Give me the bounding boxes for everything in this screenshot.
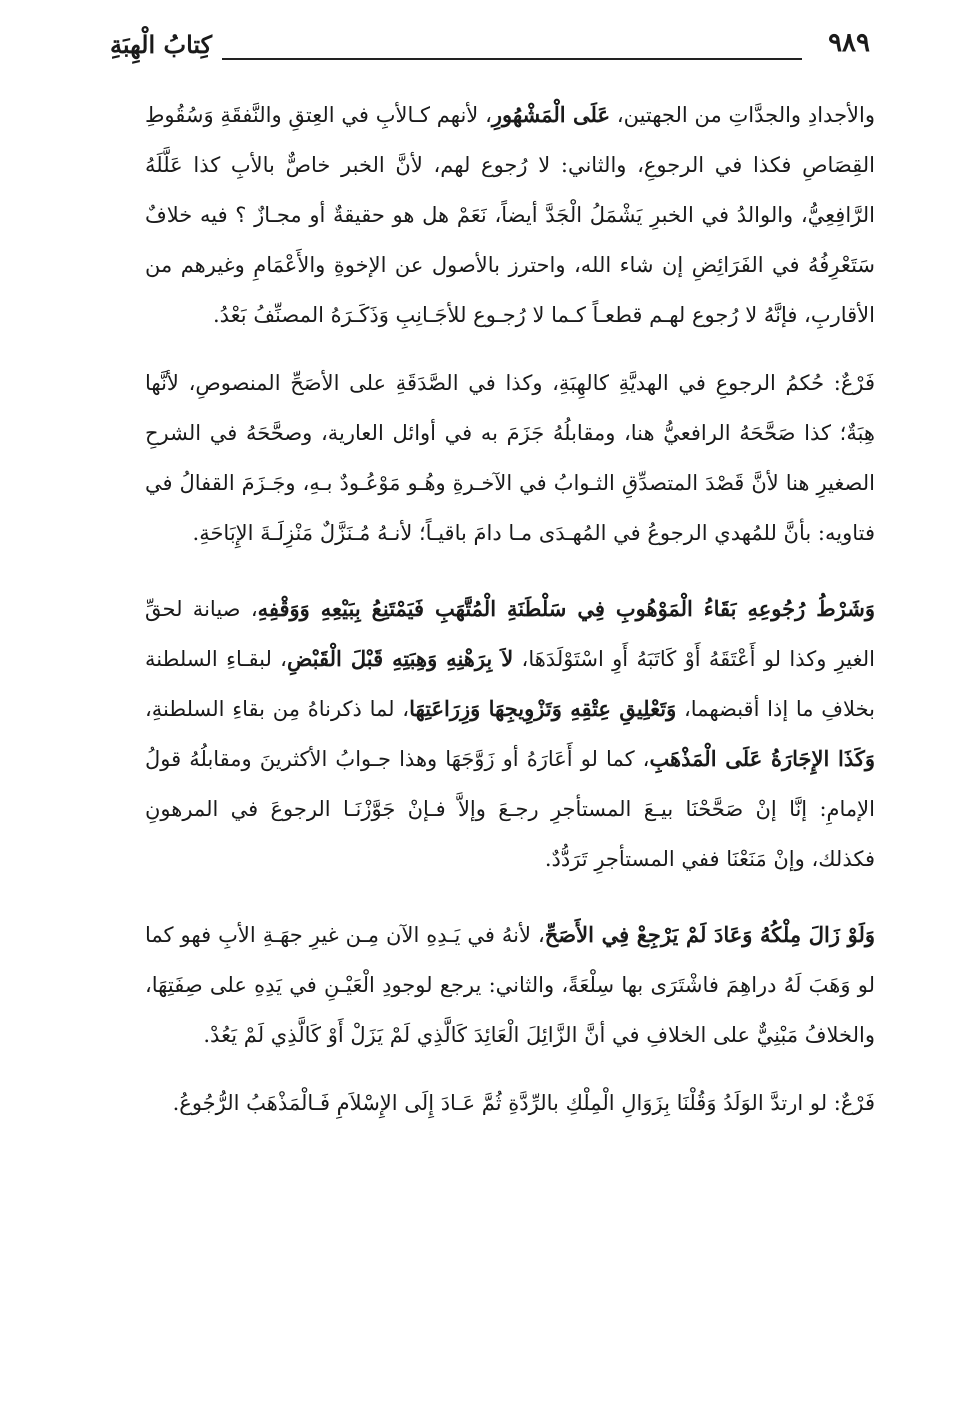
paragraph-3-text: ، لما ذكرناهُ مِن بقاءِ السلطنةِ، [145,697,410,721]
book-title: كِتابُ الْهِبَةِ [110,30,213,59]
paragraph-3-text: ، كما لو أَعَارَهُ أو زَوَّجَهَا وهذا جـوابُ الأكثرينَ ومقابلُهُ قولُ الإمامِ: إنَّا إنْ صَحَّحْنَا بيـعَ المستأجرِ رجـعَ وإلاَّ فـإنْ جَوَّزْنَـا الرجوعَ في المرهونِ فكذلك، وإنْ مَنَعْنَا ففي المستأجرِ تَرَدُّدٌ. [145,747,875,871]
paragraph-2-text: فَرْعٌ: حُكمُ الرجوعِ في الهديَّةِ كالهِبَةِ، وكذا في الصَّدَقَةِ على الأصَحِّ المنصوصِ، لأنَّها هِبَةٌ؛ كذا صَحَّحَهُ الرافعيُّ هنا، ومقابلُهُ جَزَمَ به في أوائل العارية، وصحَّحَهُ في الشرحِ الصغيرِ هنا لأنَّ قَصْدَ المتصدِّقِ الثـوابُ في الآخـرةِ وهُـو مَوْعُـودٌ بـهِ، وجَـزَمَ القفالُ في فتاويه: بأنَّ للمُهدي الرجوعُ في المُهـدَى مـا دامَ باقيـاً؛ لأنـهُ مُـنَزَّلٌ مَنْزِلَـةَ الإِبَاحَةِ. [145,371,875,545]
paragraph-1-text: والأجدادِ والجدَّاتِ من الجهتين، [610,103,875,127]
matn-excerpt: لاَ بِرَهْنِهِ وَهِبَتِهِ قَبْلَ الْقَبْضِ [286,646,514,671]
page-number: ٩٨٩ [828,28,870,58]
header-rule [222,58,802,60]
paragraph-1-text: ، لأنهم كـالأبِ في العِتقِ والنَّفقَةِ وَسُقُوطِ القِصَاصِ فكذا في الرجوعِ، والثاني: لا رُجوع لهم، لأنَّ الخبر خاصٌّ بالأبِ كذا عَلَّلَهُ الرَّافِعِيُّ، والوالدُ في الخبرِ يَشْمَلُ الْجَدَّ أيضاً، نَعَمْ هل هو حقيقةٌ أو مجـازٌ ؟ فيه خلافٌ سَتَعْرِفُهُ في الفَرَائِضِ إن شاء الله، واحترز بالأصول عن الإخوةِ والأَعْمَامِ وغيرهم من الأقاربِ، فإنَّهُ لا رُجوع لهـم قطعـاً كـما لا رُجـوع للأجَـانِبِ وَذَكَـرَهُ المصنِّفُ بَعْدُ. [145,103,875,327]
paragraph-4-text: ، لأنهُ في يَـدِهِ الآن مِـن غيرِ جهَـةِ الأبِ فهو كما لو وَهَبَ لَهُ دراهِمَ فاشْتَرَى بها سِلْعَةً، والثاني: يرجع لوجودِ الْعَيْـنِ في يَدِهِ على صِفَتِهَا، والخلافُ مَبْنِيٌّ على الخلافِ في أنَّ الزَّائِلَ الْعَائِدَ كَالَّذِي لَمْ يَزَلْ أَوْ كَالَّذِي لَمْ يَعُدْ. [145,923,875,1047]
paragraph-3-text: ، صيانة لحقِّ الغيرِ وكذا لو أَعْتَقَهُ أَوْ كَاتَبَهُ أَوِ اسْتَوْلَدَهَا، [145,597,875,671]
paragraph-4 [145,910,875,1060]
running-header [110,28,880,68]
paragraph-2-far [145,358,875,558]
matn-excerpt: وَشَرْطُ رُجُوعِهِ بَقَاءُ الْمَوْهُوبِ فِي سَلْطَنَةِ الْمُتَّهَبِ فَيَمْتَنِعُ بِبَيْعِهِ وَوَقْفِهِ [257,596,875,621]
matn-excerpt: وَتَعْلِيقِ عِتْقِهِ وَتَزْوِيجِهَا وَزِرَاعَتِهَا [409,696,677,721]
matn-excerpt: وَلَوْ زَالَ مِلْكُهُ وَعَادَ لَمْ يَرْجِعْ فِي الأَصَحِّ [544,922,875,947]
matn-excerpt: وَكَذَا الإِجَارَةُ عَلَى الْمَذْهَبِ [649,746,875,771]
paragraph-1 [145,90,875,340]
body-text [145,90,875,1154]
matn-excerpt: عَلَى الْمَشْهُورِ [491,102,611,127]
paragraph-3 [145,584,875,884]
paragraph-3-text: ، لبقـاءِ السلطنة بخلافِ ما إذا أقبضهما، [145,647,875,721]
paragraph-5-text: فَرْعٌ: لو ارتدَّ الوَلَدُ وَقُلْنَا بِزَوَالِ الْمِلْكِ بالرِّدَّةِ ثُمَّ عَـادَ إِلَى الإِسْلاَمِ فَـالْمَذْهَبُ الرُّجُوعُ. [172,1091,875,1115]
paragraph-5-far [145,1078,875,1128]
